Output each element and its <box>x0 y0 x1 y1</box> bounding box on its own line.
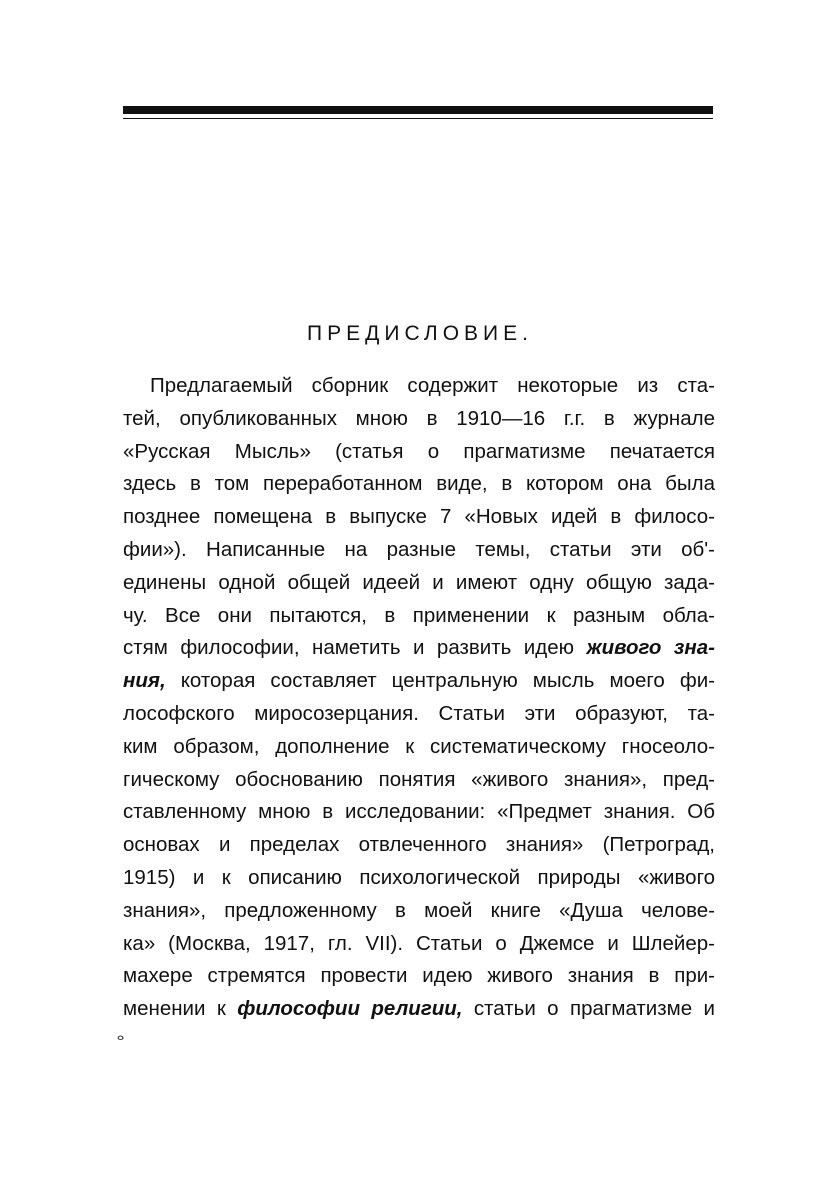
emphasis-text: живого зна- <box>586 636 715 660</box>
margin-mark: ⴰ <box>117 1030 125 1043</box>
text-line: «Русская Мысль» (статья о прагматизме печатается <box>123 439 715 463</box>
emphasis-text: философии религии, <box>237 997 463 1021</box>
text-line: тей, опубликованных мною в 1910—16 г.г. в журнале <box>123 406 715 430</box>
text-line: стям философии, наметить и развить идею живого зна- <box>123 636 715 660</box>
text-line: гическому обоснованию понятия «живого знания», пред- <box>123 767 715 791</box>
text-line: менении к философии религии, статьи о прагматизме и <box>123 997 715 1021</box>
text-line: ния, которая составляет центральную мысль моего фи- <box>123 669 715 693</box>
text-line: позднее помещена в выпуске 7 «Новых идей в филосо- <box>123 505 715 529</box>
text-line: махере стремятся провести идею живого знания в при- <box>123 964 715 988</box>
page-title: ПРЕДИСЛОВИЕ. <box>307 322 533 345</box>
text-line: Предлагаемый сборник содержит некоторые из ста- <box>150 374 715 397</box>
text-line: здесь в том переработанном виде, в котором она была <box>123 472 715 496</box>
emphasis-text: ния, <box>123 669 166 693</box>
header-rule-thin <box>123 118 713 119</box>
preface-text <box>123 370 715 1026</box>
text-line: 1915) и к описанию психологической природы «живого <box>123 865 715 889</box>
text-line: ка» (Москва, 1917, гл. VII). Статьи о Джемсе и Шлейер- <box>123 931 715 955</box>
text-line: чу. Все они пытаются, в применении к разным обла- <box>123 603 715 627</box>
text-line: единены одной общей идеей и имеют одну общую зада- <box>123 570 715 594</box>
text-line: лософского миросозерцания. Статьи эти образуют, та- <box>123 701 715 725</box>
text-line: ставленному мною в исследовании: «Предмет знания. Об <box>123 800 715 824</box>
text-line: основах и пределах отвлеченного знания» (Петроград, <box>123 833 715 857</box>
text-line: фии»). Написанные на разные темы, статьи эти об'- <box>123 537 715 561</box>
text-line: ким образом, дополнение к систематическому гносеоло- <box>123 734 715 758</box>
text-line: знания», предложенному в моей книге «Душа челове- <box>123 898 715 922</box>
header-rule-thick <box>123 106 713 114</box>
